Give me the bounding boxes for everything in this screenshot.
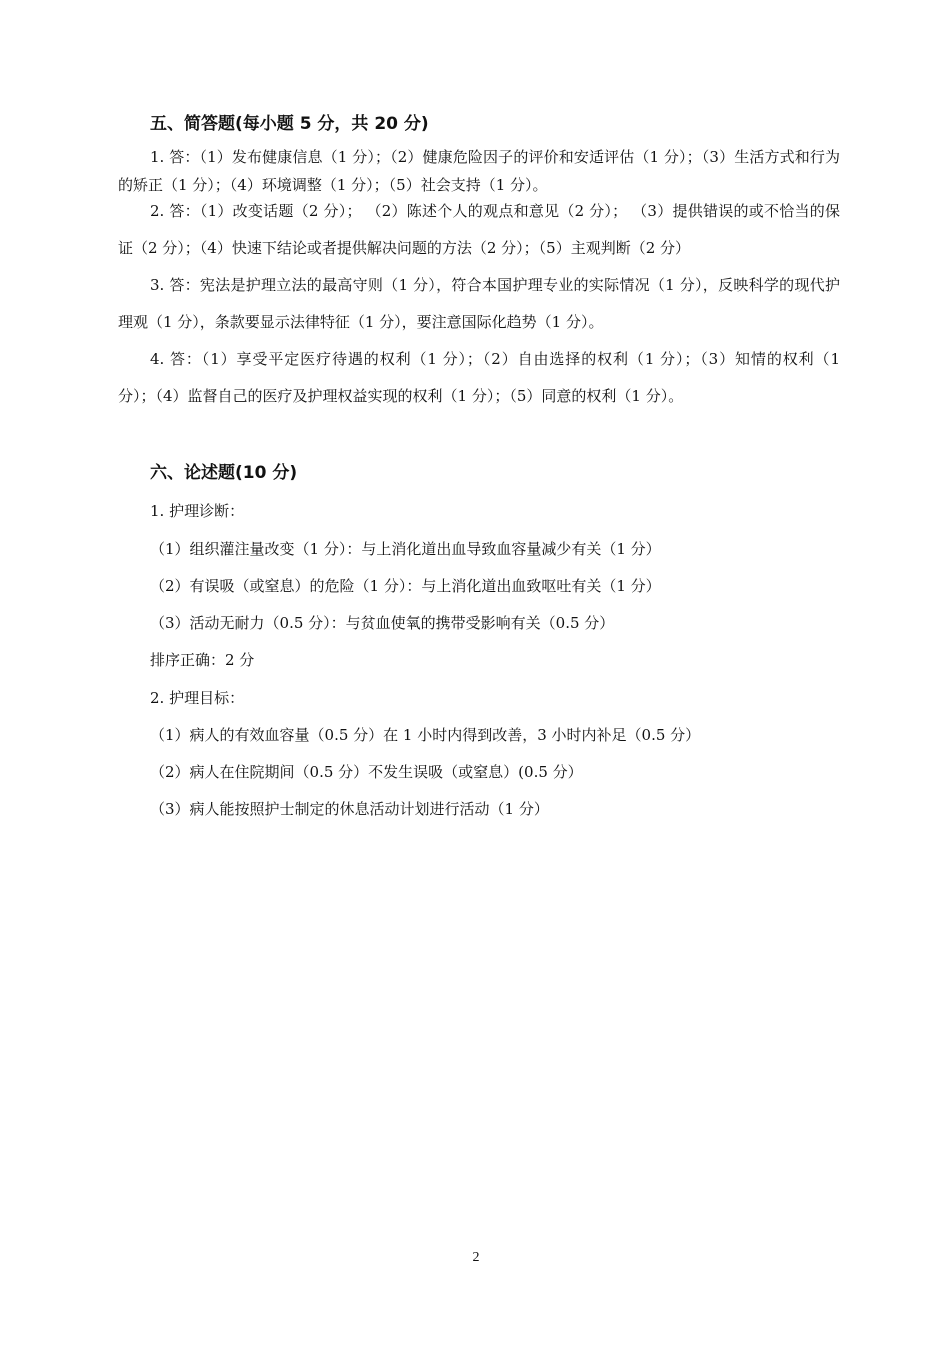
- answer-5-2: 2. 答：（1）改变话题（2 分）； （2）陈述个人的观点和意见（2 分）； （3）提供错误的或不恰当的保证（2 分）；（4）快速下结论或者提供解决问题的方法（2 分）；（5）主观判断（2 分）: [118, 202, 840, 257]
- essay-line-2: （1）组织灌注量改变（1 分）：与上消化道出血导致血容量减少有关（1 分）: [150, 540, 661, 558]
- essay-line-7: （1）病人的有效血容量（0.5 分）在 1 小时内得到改善，3 小时内补足（0.5 分）: [150, 726, 701, 744]
- essay-line-4: （3）活动无耐力（0.5 分）：与贫血使氧的携带受影响有关（0.5 分）: [150, 614, 615, 632]
- answer-5-4: 4. 答：（1）享受平定医疗待遇的权利（1 分）；（2）自由选择的权利（1 分）；（3）知情的权利（1 分）；（4）监督自己的医疗及护理权益实现的权利（1 分）；（5）同意的权利（1 分）。: [118, 350, 840, 405]
- essay-line-6: 2. 护理目标：: [150, 689, 245, 707]
- essay-line-8: （2）病人在住院期间（0.5 分）不发生误吸（或窒息）(0.5 分）: [150, 763, 583, 781]
- essay-line-9: （3）病人能按照护士制定的休息活动计划进行活动（1 分）: [150, 800, 549, 818]
- section-6-heading: 六、论述题(10 分): [150, 463, 298, 483]
- essay-line-1: 1. 护理诊断：: [150, 502, 245, 520]
- essay-line-5: 排序正确：2 分: [150, 651, 255, 669]
- essay-line-3: （2）有误吸（或窒息）的危险（1 分）：与上消化道出血致呕吐有关（1 分）: [150, 577, 661, 595]
- answer-5-3: 3. 答：宪法是护理立法的最高守则（1 分），符合本国护理专业的实际情况（1 分），反映科学的现代护理观（1 分），条款要显示法律特征（1 分），要注意国际化趋势（1 分）。: [118, 276, 840, 331]
- answer-5-1: 1. 答：（1）发布健康信息（1 分）；（2）健康危险因子的评价和安适评估（1 分）；（3）生活方式和行为的矫正（1 分）；（4）环境调整（1 分）；（5）社会支持（1 分）。: [118, 148, 840, 194]
- section-5-heading: 五、简答题(每小题 5 分，共 20 分): [150, 114, 429, 134]
- page-number: 2: [472, 1250, 480, 1265]
